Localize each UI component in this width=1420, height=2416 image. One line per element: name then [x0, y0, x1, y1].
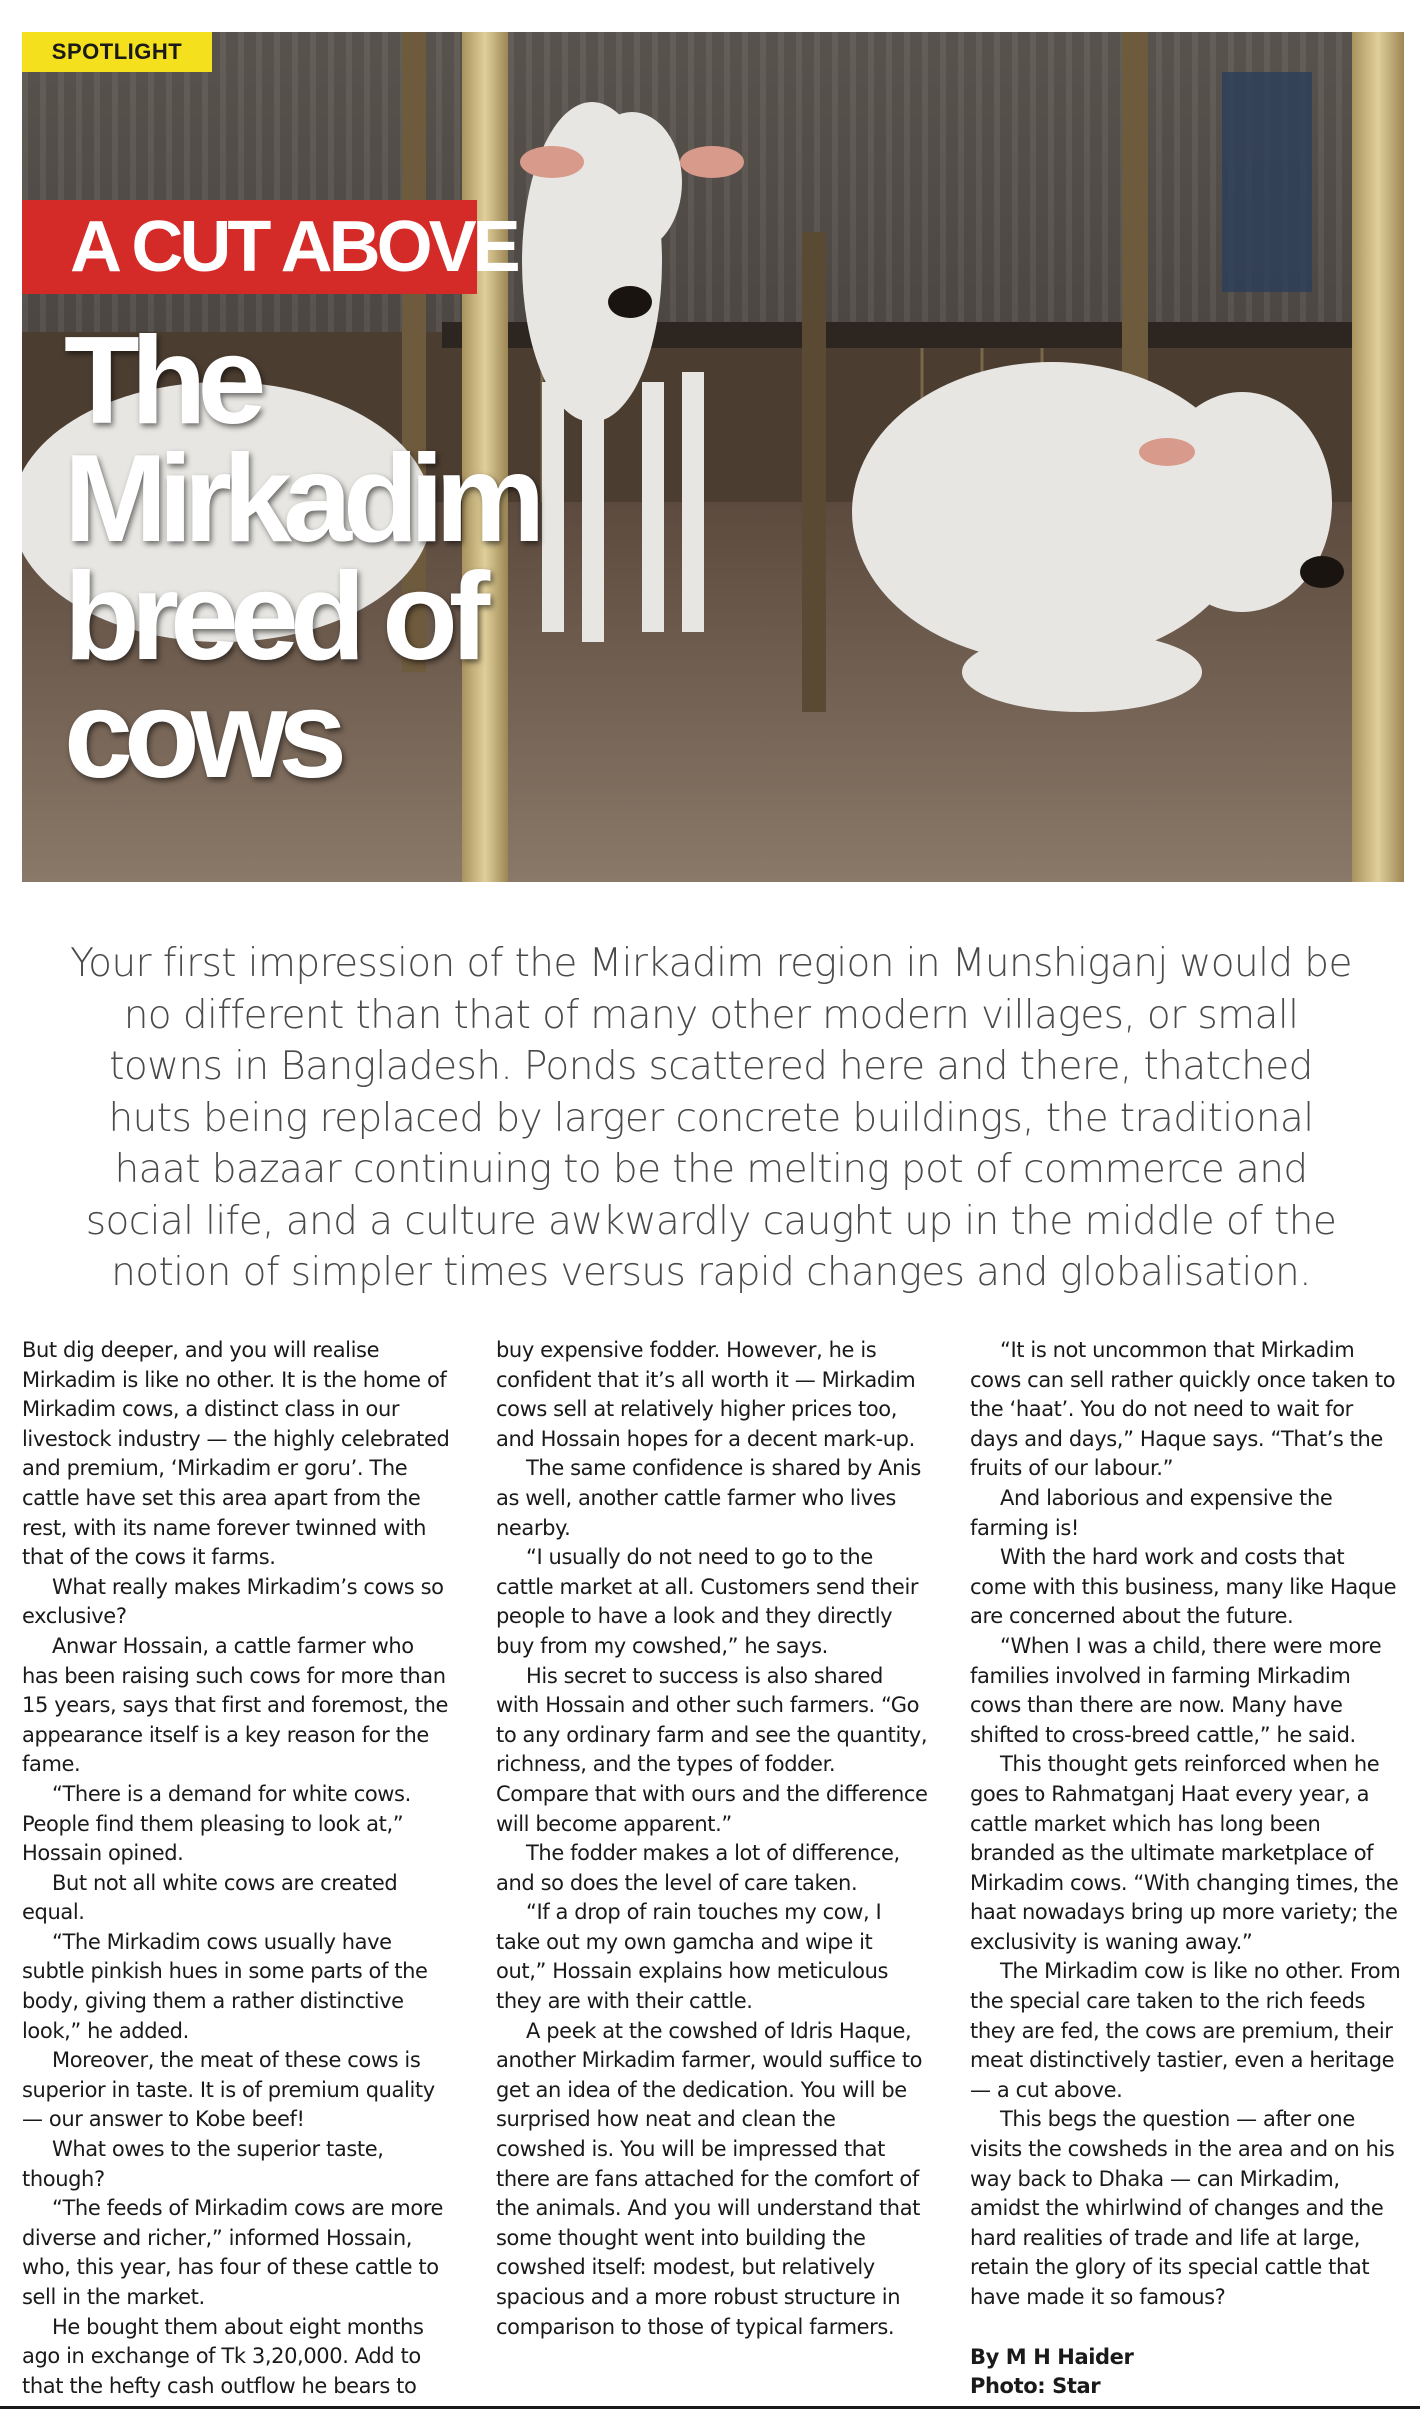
- paragraph: And laborious and expensive the farming is!: [970, 1485, 1333, 1540]
- paragraph: This begs the question — after one visits the cowsheds in the area and on his way back to Dhaka — can Mirkadim, amidst the whirlwind of changes and the hard realities of trade and life at large, retain the glory of its special cattle that have made it so famous?: [970, 2107, 1395, 2309]
- author-credit: By M H Haider: [970, 2344, 1134, 2369]
- paragraph: Moreover, the meat of these cows is superior in taste. It is of premium quality — our answer to Kobe beef!: [22, 2048, 435, 2132]
- paragraph: “The feeds of Mirkadim cows are more diverse and richer,” informed Hossain, who, this year, has four of these cattle to sell in the market.: [22, 2196, 444, 2309]
- paragraph: “If a drop of rain touches my cow, I take out my own gamcha and wipe it out,” Hossain explains how meticulous they are with their cattle.: [496, 1900, 889, 2014]
- paragraph: But not all white cows are created equal.: [22, 1870, 398, 1925]
- bottom-rule: [0, 2406, 1420, 2409]
- section-label: SPOTLIGHT: [22, 32, 212, 72]
- paragraph: “The Mirkadim cows usually have subtle pinkish hues in some parts of the body, giving them a rather distinctive look,” he added.: [22, 1929, 428, 2043]
- paragraph: The same confidence is shared by Anis as well, another cattle farmer who lives nearby.: [496, 1456, 921, 1540]
- paragraph: buy expensive fodder. However, he is confident that it’s all worth it — Mirkadim cows sell at relatively higher prices too, and Hossain hopes for a decent mark-up.: [496, 1338, 916, 1451]
- byline: [970, 2343, 1404, 2402]
- paragraph: He bought them about eight months ago in exchange of Tk 3,20,000. Add to that the hefty cash outflow he bears to: [22, 2314, 424, 2398]
- article-column-3: [970, 1336, 1404, 2402]
- paragraph: With the hard work and costs that come with this business, many like Haque are concerned about the future.: [970, 1545, 1397, 1629]
- paragraph: Anwar Hossain, a cattle farmer who has been raising such cows for more than 15 years, says that first and foremost, the appearance itself is a key reason for the fame.: [22, 1633, 449, 1777]
- article-column-2: [496, 1336, 928, 2342]
- paragraph: What owes to the superior taste, though?: [22, 2137, 384, 2191]
- paragraph: “There is a demand for white cows. People find them pleasing to look at,” Hossain opined.: [22, 1781, 411, 1866]
- paragraph: This thought gets reinforced when he goes to Rahmatganj Haat every year, a cattle market which has long been branded as the ultimate marketplace of Mirkadim cows. “With changing times, the haat nowadays bring up more variety; the exclusivity is waning away.”: [970, 1752, 1399, 1954]
- kicker-banner: A CUT ABOVE: [22, 200, 477, 294]
- paragraph: His secret to success is also shared with Hossain and other such farmers. “Go to any ordinary farm and see the quantity, richness, and the types of fodder. Compare that with ours and the difference will become apparent.”: [496, 1663, 928, 1836]
- paragraph: “I usually do not need to go to the cattle market at all. Customers send their people to have a look and they directly buy from my cowshed,” he says.: [496, 1545, 919, 1658]
- article-column-1: [22, 1336, 454, 2401]
- photo-credit: Photo: Star: [970, 2374, 1101, 2399]
- headline: The Mirkadim breed of cows: [64, 312, 537, 804]
- paragraph: The fodder makes a lot of difference, and so does the level of care taken.: [496, 1841, 900, 1895]
- paragraph: The Mirkadim cow is like no other. From the special care taken to the rich feeds they are fed, the cows are premium, their meat distinctively tastier, even a heritage — a cut above.: [970, 1959, 1401, 2102]
- paragraph: What really makes Mirkadim’s cows so exclusive?: [22, 1574, 444, 1629]
- paragraph: “It is not uncommon that Mirkadim cows can sell rather quickly once taken to the ‘haat’. You do not need to wait for days and days,” Haque says. “That’s the fruits of our labour.”: [970, 1338, 1396, 1481]
- paragraph: A peek at the cowshed of Idris Haque, another Mirkadim farmer, would suffice to get an idea of the dedication. You will be surprised how neat and clean the cowshed is. You will be impressed that there are fans attached for the comfort of the animals. And you will understand that some thought went into building the cowshed itself: modest, but relatively spacious and a more robust structure in comparison to those of typical farmers.: [496, 2018, 923, 2339]
- paragraph: “When I was a child, there were more families involved in farming Mirkadim cows than there are now. Many have shifted to cross-breed cattle,” he said.: [970, 1633, 1382, 1747]
- paragraph: But dig deeper, and you will realise Mirkadim is like no other. It is the home of Mirkadim cows, a distinct class in our livestock industry — the highly celebrated and premium, ‘Mirkadim er goru’. The cattle have set this area apart from the rest, with its name forever twinned with that of the cows it farms.: [22, 1338, 450, 1570]
- intro-paragraph: Your first impression of the Mirkadim region in Munshiganj would be no different than that of many other modern villages, or small towns in Bangladesh. Ponds scattered here and there, thatched huts being replaced by larger concrete buildings, the traditional haat bazaar continuing to be the melting pot of commerce and social life, and a culture awkwardly caught up in the middle of the notion of simpler times versus rapid changes and globalisation.: [70, 941, 1352, 1295]
